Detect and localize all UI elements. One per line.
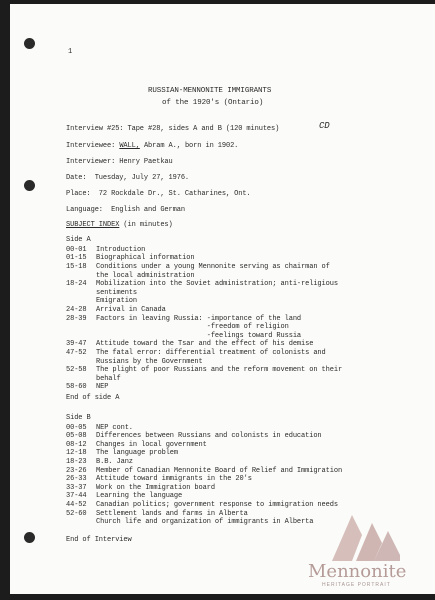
index-entry-text: Settlement lands and farms in Alberta [96,509,248,518]
subject-index-title: SUBJECT INDEX [66,221,120,229]
binder-hole [24,532,35,543]
page-number: 1 [68,48,73,56]
interviewee-label: Interviewee: [66,142,116,150]
date-line: Date: Tuesday, July 27, 1976. [66,174,190,182]
index-entry-text: Mobilization into the Soviet administration; anti-religious [96,280,338,289]
index-entry-text: The fatal error: differential treatment of colonists and [96,349,326,358]
index-entry-text: Introduction [96,245,146,254]
index-entry-text: The language problem [96,449,179,458]
index-entry-time: 28-39 [66,314,87,323]
interviewee-surname: WALL, [119,142,140,150]
end-of-side-a: End of side A [66,394,120,403]
index-entry-text: -freedom of religion [96,323,289,332]
place-line: Place: 72 Rockdale Dr., St. Catharines, Ont. [66,190,251,198]
index-entry-text: NEP [96,383,109,392]
index-entry-time: 23-26 [66,466,87,475]
index-entry-time: 08-12 [66,440,87,449]
watermark-subtitle: HERITAGE PORTRAIT [322,582,391,588]
title-line-1: RUSSIAN-MENNONITE IMMIGRANTS [148,87,272,95]
index-entry-text: NEP cont. [96,423,133,432]
interview-line: Interview #25: Tape #28, sides A and B (120 minutes) [66,125,280,133]
side-b-heading: Side B [66,413,91,422]
interviewee-rest: Abram A., born in 1902. [143,142,239,150]
index-entry-text: Arrival in Canada [96,306,166,315]
watermark-name: Mennonite [308,561,407,582]
side-a-heading: Side A [66,236,91,244]
index-entry-text: Differences between Russians and colonists in education [96,432,322,441]
index-entry-text: Attitude toward immigrants in the 20's [96,475,252,484]
index-entry-time: 52-58 [66,366,87,375]
index-entry-time: 18-24 [66,280,87,289]
index-entry-text: sentiments [96,288,138,297]
binder-hole [24,180,35,191]
document-page [10,4,435,594]
index-entry-text: Emigration [96,297,138,306]
index-entry-time: 26-33 [66,475,87,484]
index-entry-text: The plight of poor Russians and the reform movement on their [96,366,343,375]
index-entry-time: 44-52 [66,500,87,509]
index-entry-time: 12-18 [66,449,87,458]
index-entry-time: 24-28 [66,306,87,315]
index-entry-time: 15-18 [66,263,87,272]
index-entry-text: Canadian politics; government response to immigration needs [96,500,338,509]
handwritten-note: CD [319,121,330,131]
index-entry-text: the local administration [96,271,195,280]
index-entry-text: Learning the language [96,492,183,501]
index-entry-time: 47-52 [66,349,87,358]
interviewee-line [66,142,238,150]
mennonite-heritage-watermark [308,509,428,589]
index-entry-time: 58-60 [66,383,87,392]
index-entry-text: Church life and organization of immigrants in Alberta [96,518,314,527]
index-entry-text: behalf [96,374,121,383]
index-entry-time: 37-44 [66,492,87,501]
index-entry-time: 01-15 [66,254,87,263]
index-entry-text: Biographical information [96,254,195,263]
index-entry-time: 39-47 [66,340,87,349]
index-entry-text: Work on the Immigration board [96,483,215,492]
mennonite-logo-icon [330,509,402,561]
title-line-2: of the 1920's (Ontario) [162,99,264,107]
index-entry-time: 00-01 [66,245,87,254]
index-entry-text: Russians by the Government [96,357,203,366]
index-entry-text: Conditions under a young Mennonite serving as chairman of [96,263,330,272]
index-entry-time: 00-05 [66,423,87,432]
subject-index-suffix: (in minutes) [119,221,173,229]
language-line: Language: English and German [66,206,185,214]
index-entry-text: Changes in local government [96,440,207,449]
index-entry-time: 18-23 [66,457,87,466]
end-of-interview: End of Interview [66,535,132,544]
index-entry-text: B.B. Janz [96,457,133,466]
index-entry-time: 33-37 [66,483,87,492]
subject-index-heading [66,221,173,229]
index-entry-text: Factors in leaving Russia: -importance of the land [96,314,302,323]
index-entry-text: Attitude toward the Tsar and the effect of his demise [96,340,314,349]
interviewer-line: Interviewer: Henry Paetkau [66,158,173,166]
binder-hole [24,38,35,49]
index-entry-time: 52-60 [66,509,87,518]
index-entry-text: Member of Canadian Mennonite Board of Relief and Immigration [96,466,343,475]
index-entry-time: 05-08 [66,432,87,441]
index-entry-text: -feelings toward Russia [96,331,302,340]
